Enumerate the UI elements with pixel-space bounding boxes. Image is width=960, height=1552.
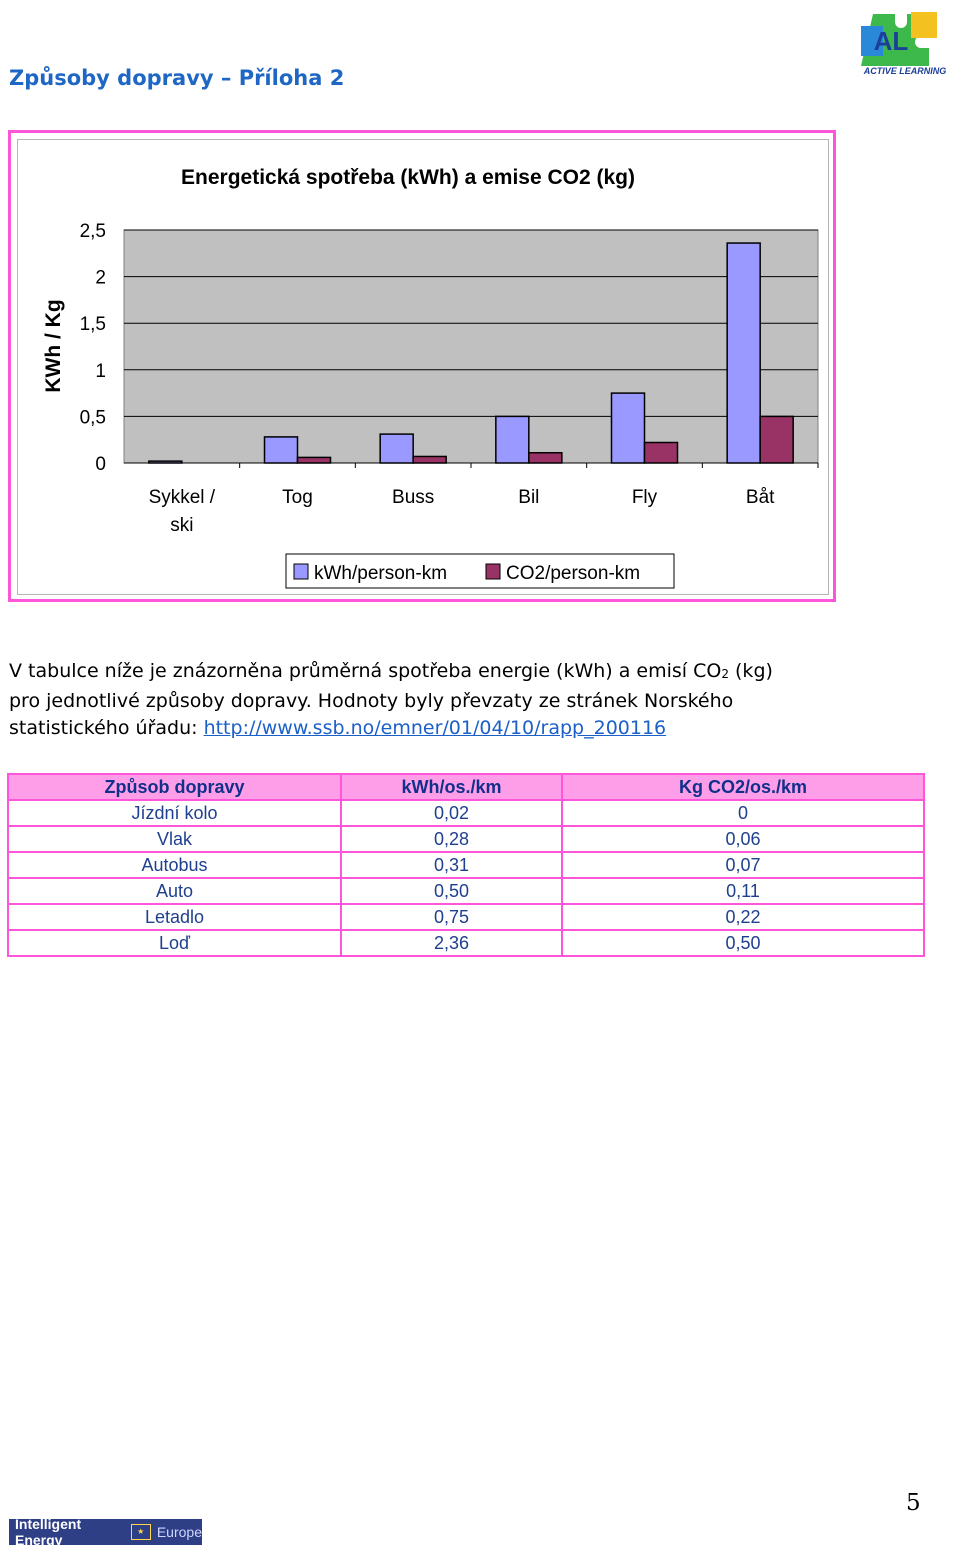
- para-line2: pro jednotlivé způsoby dopravy. Hodnoty byly převzaty ze stránek Norského: [9, 690, 734, 712]
- intelligent-energy-europe-logo: [9, 1516, 202, 1548]
- bar-kwh: [496, 416, 529, 463]
- table-row: [8, 930, 924, 956]
- bar-kwh: [727, 243, 760, 463]
- bar-co2: [645, 442, 678, 463]
- plot-area: [124, 230, 818, 463]
- page-number: 5: [906, 1490, 921, 1516]
- x-tick-label: Fly: [631, 487, 658, 508]
- table-row: [8, 800, 924, 826]
- legend-label: CO2/person-km: [506, 563, 641, 584]
- y-tick-label: 1: [95, 360, 106, 382]
- cell-kwh: 2,36: [341, 930, 562, 956]
- cell-kwh: 0,28: [341, 826, 562, 852]
- col-header-kwh: kWh/os./km: [341, 774, 562, 800]
- para-line3: statistického úřadu:: [9, 717, 204, 739]
- x-tick-label: ski: [170, 515, 194, 536]
- description-paragraph: [9, 658, 949, 742]
- ssb-link[interactable]: http://www.ssb.no/emner/01/04/10/rapp_200116: [203, 717, 667, 739]
- cell-mode: Letadlo: [8, 904, 341, 930]
- table-row: [8, 852, 924, 878]
- eu-logo-name: Intelligent Energy: [15, 1516, 82, 1548]
- logo-letters: AL: [873, 26, 909, 56]
- y-tick-label: 0: [95, 454, 106, 475]
- x-tick-label: Buss: [392, 487, 435, 508]
- cell-co2: 0,07: [562, 852, 924, 878]
- bar-co2: [529, 453, 562, 463]
- transport-table: [7, 773, 925, 957]
- y-tick-label: 1,5: [79, 314, 106, 336]
- cell-mode: Auto: [8, 878, 341, 904]
- para-co2-subscript: 2: [721, 667, 729, 681]
- bar-kwh: [265, 437, 298, 463]
- table-header-row: [8, 774, 924, 800]
- eu-flag-icon: ★: [131, 1524, 151, 1540]
- bar-kwh: [149, 461, 182, 463]
- cell-mode: Autobus: [8, 852, 341, 878]
- x-tick-label: Sykkel /: [148, 487, 216, 508]
- cell-kwh: 0,02: [341, 800, 562, 826]
- cell-co2: 0,50: [562, 930, 924, 956]
- cell-co2: 0,06: [562, 826, 924, 852]
- bar-co2: [298, 457, 331, 463]
- cell-mode: Jízdní kolo: [8, 800, 341, 826]
- cell-mode: Vlak: [8, 826, 341, 852]
- eu-logo-region: Europe: [156, 1524, 202, 1540]
- legend-label: kWh/person-km: [314, 563, 448, 584]
- col-header-mode: Způsob dopravy: [8, 774, 341, 800]
- x-tick-label: Bil: [518, 487, 540, 508]
- para-line1: V tabulce níže je znázorněna průměrná spotřeba energie (kWh) a emisí CO: [9, 660, 722, 682]
- chart-title: Energetická spotřeba (kWh) a emise CO2 (kg): [181, 166, 635, 189]
- cell-mode: Loď: [8, 930, 341, 956]
- table-row: [8, 878, 924, 904]
- cell-co2: 0,22: [562, 904, 924, 930]
- table-row: [8, 826, 924, 852]
- cell-co2: 0,11: [562, 878, 924, 904]
- col-header-co2: Kg CO2/os./km: [562, 774, 924, 800]
- table-row: [8, 904, 924, 930]
- cell-kwh: 0,50: [341, 878, 562, 904]
- x-tick-label: Tog: [282, 487, 313, 508]
- page-heading: Způsoby dopravy – Příloha 2: [9, 66, 345, 90]
- bar-kwh: [612, 393, 645, 463]
- y-tick-label: 0,5: [79, 407, 106, 429]
- bar-kwh: [380, 434, 413, 463]
- legend-swatch: [294, 564, 308, 579]
- bar-co2: [413, 456, 446, 463]
- cell-kwh: 0,31: [341, 852, 562, 878]
- para-line1-end: (kg): [728, 660, 773, 682]
- cell-co2: 0: [562, 800, 924, 826]
- x-tick-label: Båt: [745, 487, 775, 508]
- bar-chart: [0, 0, 960, 620]
- legend-swatch: [486, 564, 500, 579]
- cell-kwh: 0,75: [341, 904, 562, 930]
- y-tick-label: 2: [95, 267, 106, 289]
- y-tick-label: 2,5: [79, 221, 106, 242]
- y-axis-label: KWh / Kg: [42, 299, 65, 393]
- bar-co2: [760, 416, 793, 463]
- logo-text: ACTIVE LEARNING: [863, 66, 947, 76]
